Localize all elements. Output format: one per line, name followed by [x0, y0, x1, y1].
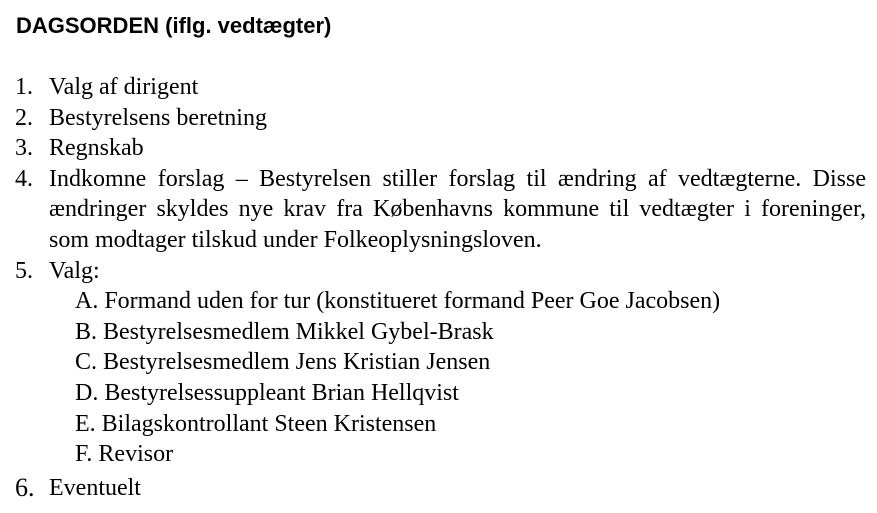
agenda-item-text: Valg af dirigent — [49, 74, 199, 100]
election-item-f: F. Revisor — [75, 441, 174, 468]
agenda-item-number: 6. — [15, 472, 35, 502]
election-item-c: C. Bestyrelsesmedlem Jens Kristian Jensen — [75, 349, 491, 376]
election-item-b: B. Bestyrelsesmedlem Mikkel Gybel-Brask — [75, 318, 494, 345]
agenda-item-2 — [0, 103, 877, 134]
agenda-item-number: 4. — [15, 165, 33, 192]
agenda-item-text: Indkomne forslag – Bestyrelsen stiller forslag til ændring af vedtægterne. Disse ændringer skyldes nye krav fra Københavns kommune til vedtægter i foreninger, som modtager tilskud under Folkeoplysningsloven. — [49, 165, 866, 253]
election-list — [49, 286, 877, 470]
agenda-item-number: 5. — [15, 257, 33, 284]
agenda-item-number: 1. — [15, 74, 33, 100]
agenda-item-text: Eventuelt — [49, 474, 141, 501]
agenda-item-number: 2. — [15, 104, 33, 131]
agenda-item-3 — [0, 133, 877, 164]
agenda-heading: DAGSORDEN (iflg. vedtægter) — [16, 13, 332, 38]
election-item-d: D. Bestyrelsessuppleant Brian Hellqvist — [75, 379, 459, 406]
election-item-e: E. Bilagskontrollant Steen Kristensen — [75, 410, 437, 437]
agenda-item-5 — [0, 256, 877, 470]
agenda-item-4 — [0, 164, 877, 256]
election-item-a: A. Formand uden for tur (konstitueret formand Peer Goe Jacobsen) — [75, 288, 721, 315]
agenda-item-text: Valg: — [49, 257, 100, 284]
agenda-list — [0, 72, 877, 503]
agenda-item-text: Bestyrelsens beretning — [49, 104, 267, 131]
agenda-item-1 — [0, 72, 877, 103]
agenda-item-number: 3. — [15, 135, 33, 162]
agenda-item-text: Regnskab — [49, 135, 144, 162]
agenda-item-6 — [0, 473, 877, 504]
